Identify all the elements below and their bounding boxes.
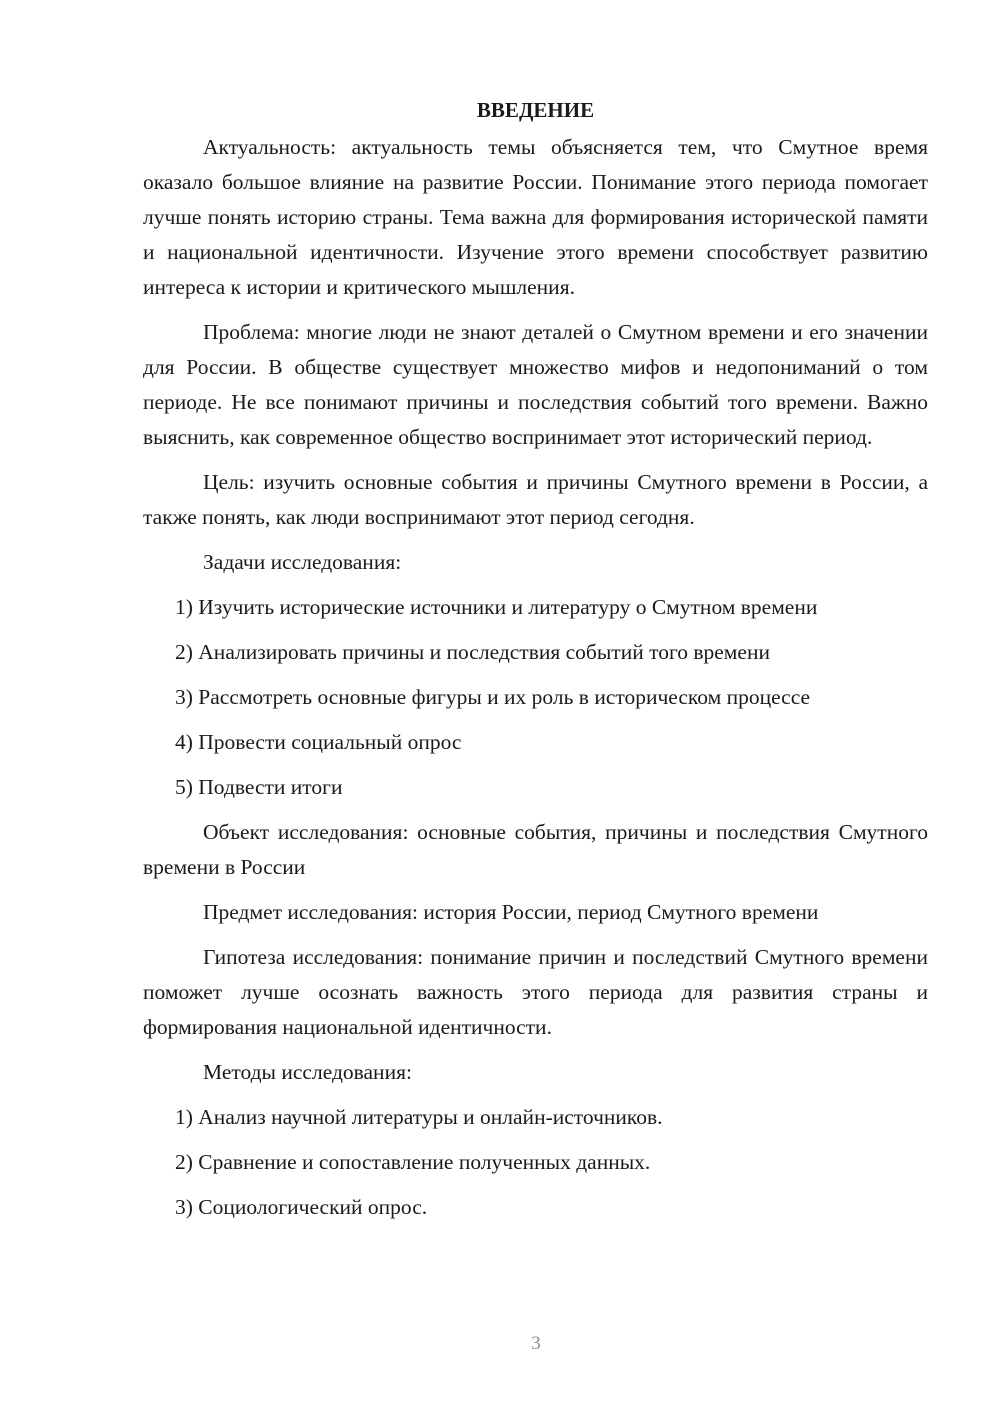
hypothesis-paragraph: Гипотеза исследования: понимание причин и последствий Смутного времени поможет лучше осознать важность этого периода для развития страны и формирования национальной идентичности. — [143, 945, 928, 1039]
page-number: 3 — [531, 1333, 541, 1354]
tasks-heading: Задачи исследования: — [203, 550, 402, 574]
list-item: 2) Сравнение и сопоставление полученных данных. — [175, 1150, 651, 1174]
object-paragraph: Объект исследования: основные события, причины и последствия Смутного времени в России — [143, 820, 928, 879]
list-item: 3) Рассмотреть основные фигуры и их роль в историческом процессе — [175, 685, 811, 709]
methods-list — [143, 1100, 928, 1225]
list-item: 3) Социологический опрос. — [175, 1195, 428, 1219]
document-page — [143, 95, 928, 1235]
subject-paragraph: Предмет исследования: история России, период Смутного времени — [203, 900, 819, 924]
list-item: 1) Анализ научной литературы и онлайн-источников. — [175, 1105, 663, 1129]
list-item: 4) Провести социальный опрос — [175, 730, 462, 754]
list-item: 2) Анализировать причины и последствия событий того времени — [175, 640, 770, 664]
relevance-paragraph: Актуальность: актуальность темы объясняется тем, что Смутное время оказало большое влияние на развитие России. Понимание этого периода помогает лучше понять историю страны. Тема важна для формирования исторической памяти и национальной идентичности. Изучение этого времени способствует развитию интереса к истории и критического мышления. — [143, 135, 928, 299]
list-item: 5) Подвести итоги — [175, 775, 343, 799]
page-title: ВВЕДЕНИЕ — [476, 98, 595, 122]
problem-paragraph: Проблема: многие люди не знают деталей о Смутном времени и его значении для России. В обществе существует множество мифов и недопониманий о том периоде. Не все понимают причины и последствия событий того времени. Важно выяснить, как современное общество воспринимает этот исторический период. — [143, 320, 928, 449]
tasks-list — [143, 590, 928, 805]
methods-heading: Методы исследования: — [203, 1060, 412, 1084]
list-item: 1) Изучить исторические источники и литературу о Смутном времени — [175, 595, 818, 619]
goal-paragraph: Цель: изучить основные события и причины Смутного времени в России, а также понять, как люди воспринимают этот период сегодня. — [143, 470, 928, 529]
